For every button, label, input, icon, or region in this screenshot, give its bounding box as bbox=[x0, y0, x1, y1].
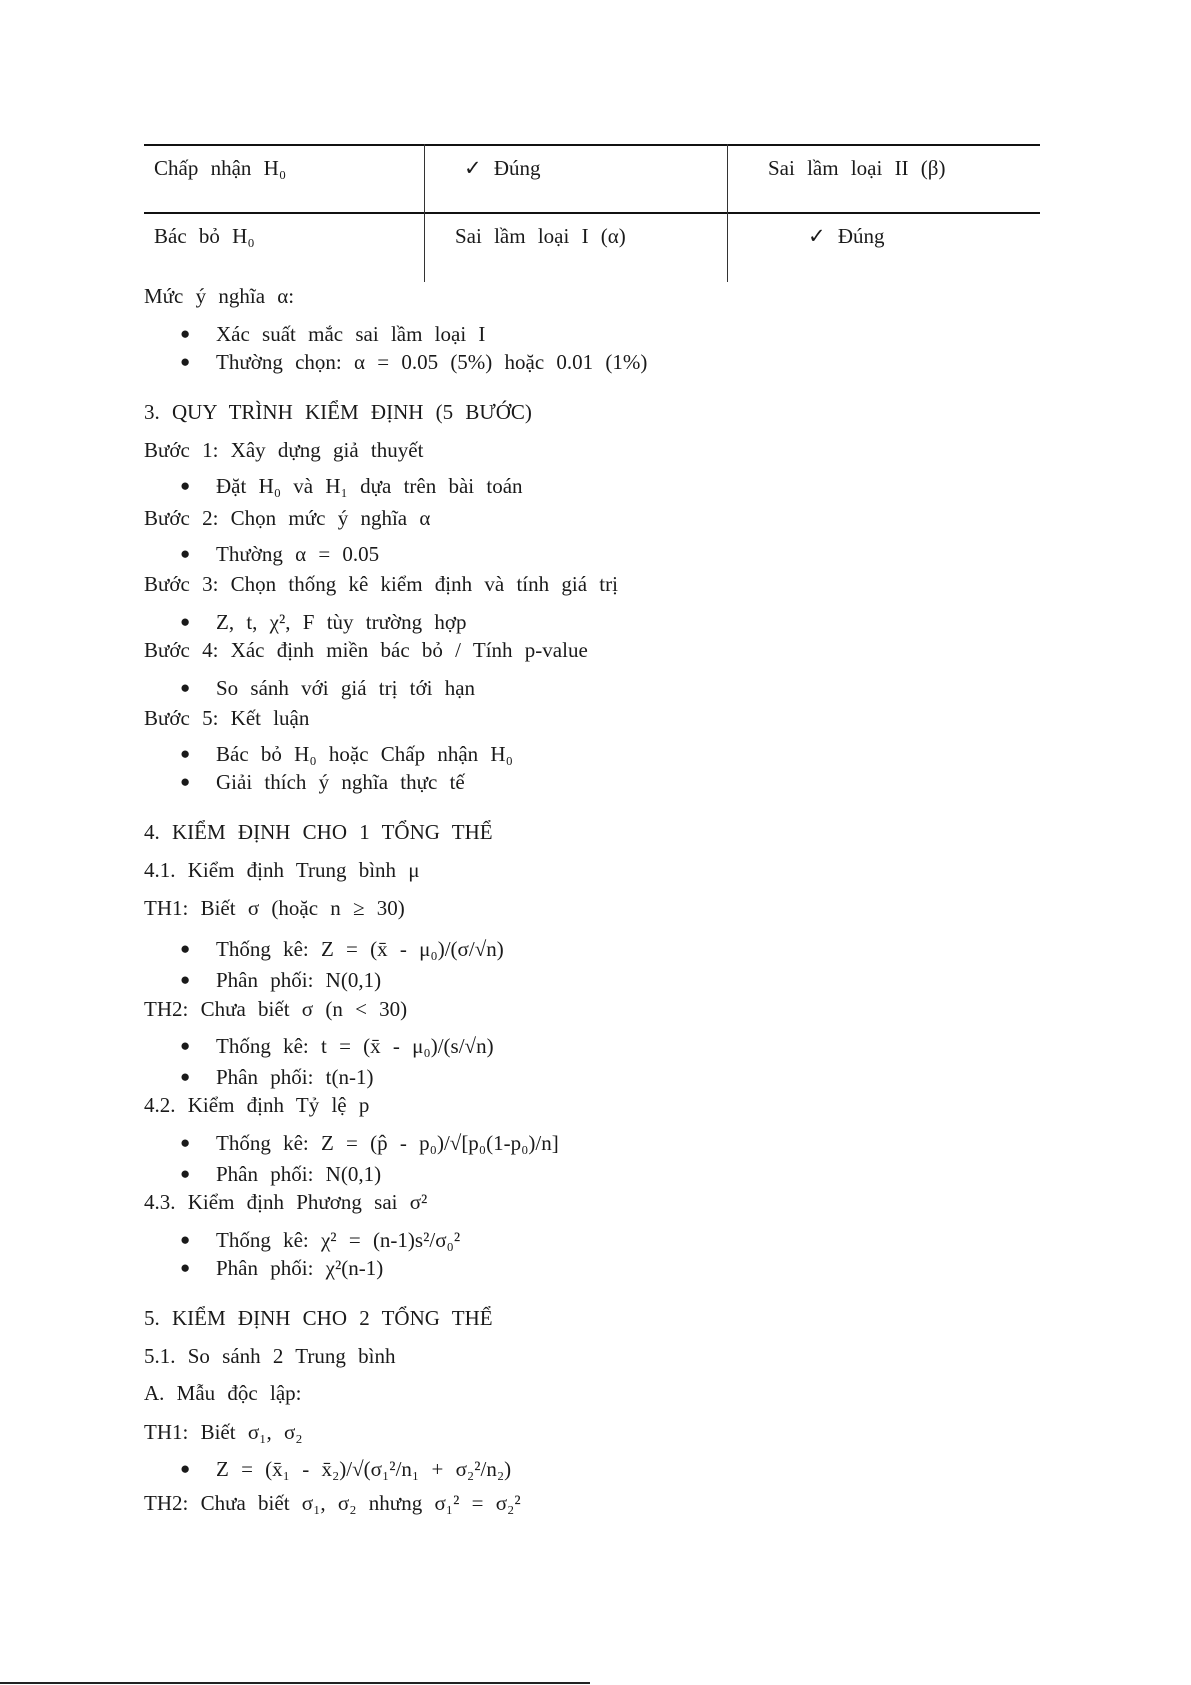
bullet-icon: ● bbox=[180, 939, 191, 958]
bullet-icon: ● bbox=[180, 1067, 191, 1086]
list-item-text: Thống kê: χ² = (n-1)s²/σ₀² bbox=[216, 1228, 461, 1252]
list-item-text: Phân phối: N(0,1) bbox=[216, 1162, 382, 1186]
paragraph-line: 4.2. Kiểm định Tỷ lệ p bbox=[144, 1093, 370, 1117]
list-item-text: Z = (x̄₁ - x̄₂)/√(σ₁²/n₁ + σ₂²/n₂) bbox=[216, 1457, 512, 1481]
list-item-text: Đặt H₀ và H₁ dựa trên bài toán bbox=[216, 474, 523, 498]
table-cell: Sai lầm loại I (α) bbox=[455, 224, 626, 248]
paragraph-line: Bước 4: Xác định miền bác bỏ / Tính p-value bbox=[144, 638, 588, 662]
table-cell: Bác bỏ H₀ bbox=[154, 224, 255, 248]
table-column-divider bbox=[424, 144, 425, 282]
paragraph-line: Bước 5: Kết luận bbox=[144, 706, 310, 730]
list-item-text: Phân phối: t(n-1) bbox=[216, 1065, 374, 1089]
bullet-icon: ● bbox=[180, 1036, 191, 1055]
list-item-text: Z, t, χ², F tùy trường hợp bbox=[216, 610, 467, 634]
bullet-icon: ● bbox=[180, 744, 191, 763]
section-heading: 3. QUY TRÌNH KIỂM ĐỊNH (5 BƯỚC) bbox=[144, 400, 532, 424]
paragraph-line: TH2: Chưa biết σ (n < 30) bbox=[144, 997, 408, 1021]
list-item-text: Phân phối: χ²(n-1) bbox=[216, 1256, 384, 1280]
bullet-icon: ● bbox=[180, 1459, 191, 1478]
list-item-text: Thường α = 0.05 bbox=[216, 542, 380, 566]
paragraph-line: TH2: Chưa biết σ₁, σ₂ nhưng σ₁² = σ₂² bbox=[144, 1491, 521, 1515]
bullet-icon: ● bbox=[180, 612, 191, 631]
paragraph-line: Bước 1: Xây dựng giả thuyết bbox=[144, 438, 424, 462]
bullet-icon: ● bbox=[180, 1164, 191, 1183]
table-column-divider bbox=[727, 144, 728, 282]
paragraph-line: Bước 3: Chọn thống kê kiểm định và tính giá trị bbox=[144, 572, 618, 596]
list-item-text: Bác bỏ H₀ hoặc Chấp nhận H₀ bbox=[216, 742, 513, 766]
table-cell: Sai lầm loại II (β) bbox=[768, 156, 946, 180]
table-cell: ✓ Đúng bbox=[808, 224, 885, 248]
paragraph-line: 4.3. Kiểm định Phương sai σ² bbox=[144, 1190, 428, 1214]
bullet-icon: ● bbox=[180, 544, 191, 563]
bullet-icon: ● bbox=[180, 1258, 191, 1277]
bullet-icon: ● bbox=[180, 324, 191, 343]
bullet-icon: ● bbox=[180, 678, 191, 697]
list-item-text: Thường chọn: α = 0.05 (5%) hoặc 0.01 (1%) bbox=[216, 350, 648, 374]
section-heading: 5. KIỂM ĐỊNH CHO 2 TỔNG THỂ bbox=[144, 1306, 493, 1330]
list-item-text: Thống kê: Z = (x̄ - μ₀)/(σ/√n) bbox=[216, 937, 504, 961]
bullet-icon: ● bbox=[180, 970, 191, 989]
error-types-table bbox=[144, 144, 1040, 282]
paragraph-line: 5.1. So sánh 2 Trung bình bbox=[144, 1344, 396, 1368]
page-bottom-rule bbox=[0, 1682, 590, 1684]
list-item-text: Phân phối: N(0,1) bbox=[216, 968, 382, 992]
bullet-icon: ● bbox=[180, 772, 191, 791]
table-top-border bbox=[144, 144, 1040, 146]
list-item-text: So sánh với giá trị tới hạn bbox=[216, 676, 476, 700]
list-item-text: Thống kê: Z = (p̂ - p₀)/√[p₀(1-p₀)/n] bbox=[216, 1131, 559, 1155]
table-cell: ✓ Đúng bbox=[464, 156, 541, 180]
paragraph-line: Bước 2: Chọn mức ý nghĩa α bbox=[144, 506, 431, 530]
list-item-text: Xác suất mắc sai lầm loại I bbox=[216, 322, 486, 346]
list-item-text: Thống kê: t = (x̄ - μ₀)/(s/√n) bbox=[216, 1034, 494, 1058]
paragraph-line: TH1: Biết σ₁, σ₂ bbox=[144, 1420, 303, 1444]
bullet-icon: ● bbox=[180, 352, 191, 371]
list-item-text: Giải thích ý nghĩa thực tế bbox=[216, 770, 465, 794]
table-cell: Chấp nhận H₀ bbox=[154, 156, 287, 180]
paragraph-line: Mức ý nghĩa α: bbox=[144, 284, 295, 308]
section-heading: 4. KIỂM ĐỊNH CHO 1 TỔNG THỂ bbox=[144, 820, 493, 844]
table-row-divider bbox=[144, 212, 1040, 214]
bullet-icon: ● bbox=[180, 1133, 191, 1152]
bullet-icon: ● bbox=[180, 1230, 191, 1249]
paragraph-line: 4.1. Kiểm định Trung bình μ bbox=[144, 858, 420, 882]
paragraph-line: A. Mẫu độc lập: bbox=[144, 1381, 302, 1405]
bullet-icon: ● bbox=[180, 476, 191, 495]
paragraph-line: TH1: Biết σ (hoặc n ≥ 30) bbox=[144, 896, 405, 920]
